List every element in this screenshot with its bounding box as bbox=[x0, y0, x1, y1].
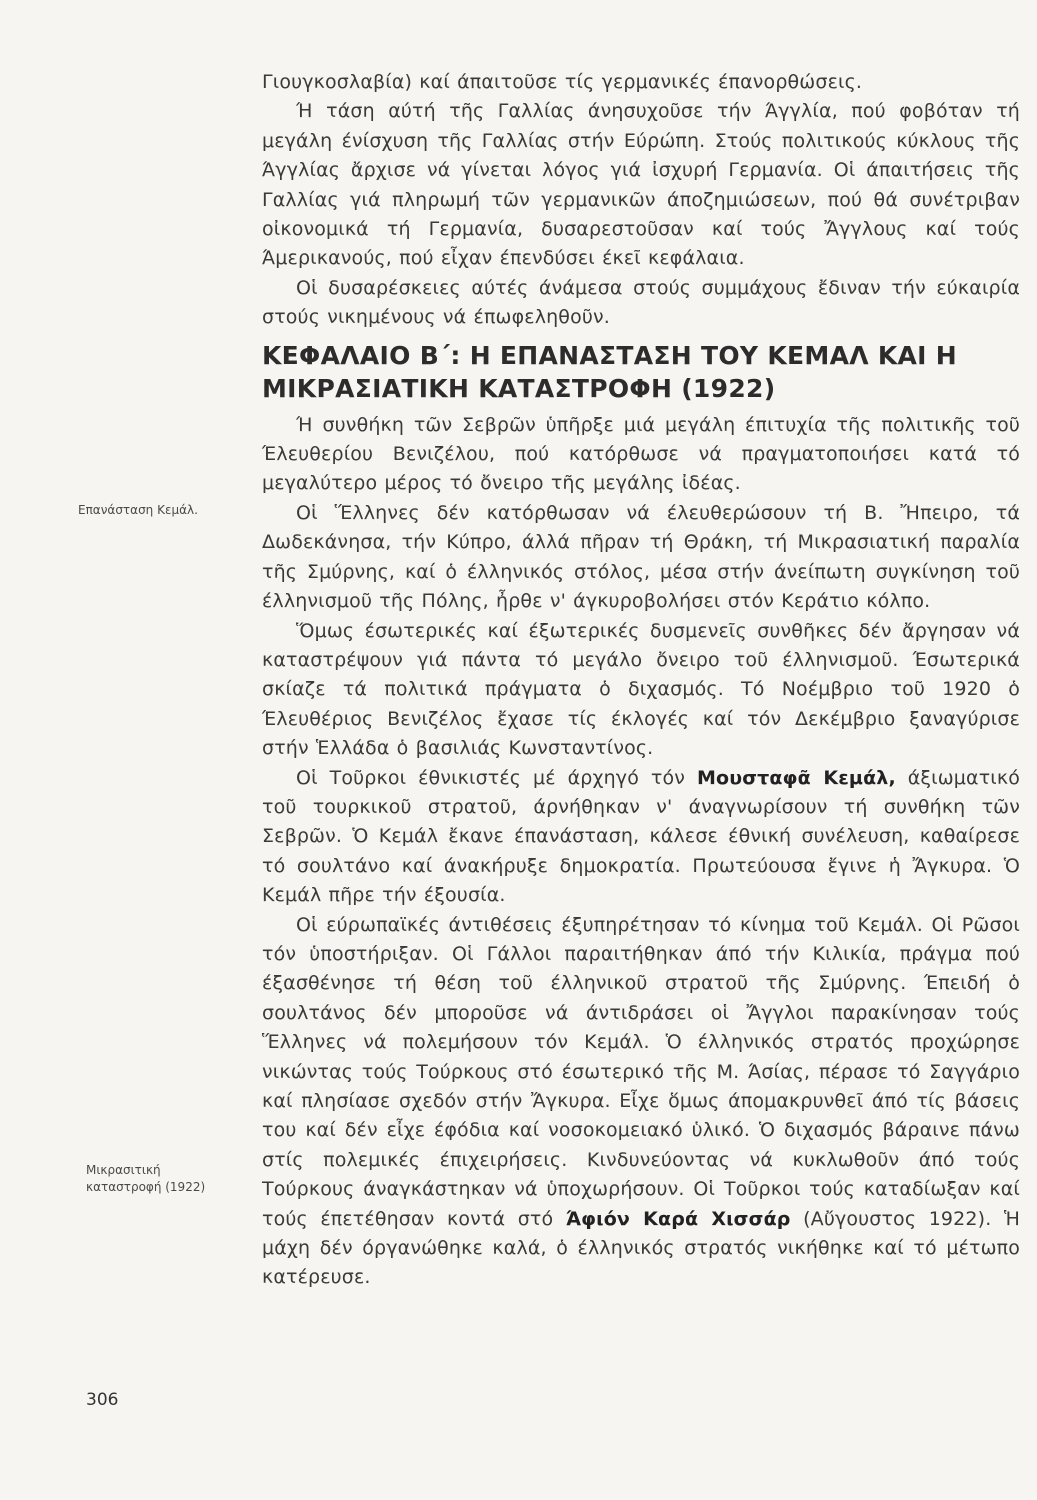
text-run: Οἱ εύρωπαϊκές άντιθέσεις έξυπηρέτησαν τό κίνημα τοῦ Κεμάλ. Οἱ Ρῶσοι τόν ὑποστήριξαν. Οἱ Γάλλοι παραιτήθηκαν άπό τήν Κιλικία, πράγμα πού έξασθένησε τή θέση τοῦ έλληνικοῦ στρατοῦ τῆς Σμύρνης. Έπειδή ὁ σουλτάνος δέν μποροῦσε νά άντιδράσει οἱ Ἄγγλοι παρακίνησαν τούς Ἕλληνες νά πολεμήσουν τόν Κεμάλ. Ὁ έλληνικός στρατός προχώρησε νικώντας τούς Τούρκους στό έσωτερικό τῆς Μ. Άσίας, πέρασε τό Σαγγάριο καί πλησίασε σχεδόν στήν Ἄγκυρα. Εἶχε ὅμως άπομακρυνθεῖ άπό τίς βάσεις του καί δέν εἶχε έφόδια καί νοσοκομειακό ὑλικό. Ὁ διχασμός βάραινε πάνω στίς πολεμικές έπιχειρήσεις. Κινδυνεύοντας νά κυκλωθοῦν άπό τούς Τούρκους άναγκάστηκαν νά ὑποχωρήσουν. Οἱ Τοῦρκοι τούς καταδίωξαν καί τούς έπετέθησαν κοντά στό bbox=[262, 913, 1020, 1230]
intro-paragraph: Ή τάση αύτή τῆς Γαλλίας άνησυχοῦσε τήν Άγγλία, πού φοβόταν τή μεγάλη ένίσχυση τῆς Γαλλίας στήν Εύρώπη. Στούς πολιτικούς κύκλους τῆς Άγγλίας ἄρχισε νά γίνεται λόγος γιά ἰσχυρή Γερμανία. Οἱ άπαιτήσεις τῆς Γαλλίας γιά πληρωμή τῶν γερμανικῶν άποζημιώσεων, πού θά συνέτριβαν οἰκονομικά τή Γερμανία, δυσαρεστοῦσαν καί τούς Ἄγγλους καί τούς Άμερικανούς, πού εἶχαν έπενδύσει έκεῖ κεφάλαια. bbox=[262, 100, 1020, 270]
margin-note-text: Επανάσταση Κεμάλ. bbox=[78, 503, 198, 517]
chapter-heading: ΚΕΦΑΛΑΙΟ Β΄: Η ΕΠΑΝΑΣΤΑΣΗ ΤΟΥ ΚΕΜΑΛ ΚΑΙ Η ΜΙΚΡΑΣΙΑΤΙΚΗ ΚΑΤΑΣΤΡΟΦΗ (1922) bbox=[262, 340, 958, 403]
margin-note-kemal-revolution bbox=[78, 502, 198, 519]
text-run: άξιωματικό τοῦ τουρκικοῦ στρατοῦ, άρνήθηκαν ν' άναγνωρίσουν τή συνθήκη τῶν Σεβρῶν. Ὁ Κεμάλ ἔκανε έπανάσταση, κάλεσε έθνική συνέλευση, καθαίρεσε τό σουλτάνο καί άνακήρυξε δημοκρατία. Πρωτεύουσα ἔγινε ἡ Ἄγκυρα. Ὁ Κεμάλ πῆρε τήν έξουσία. bbox=[262, 766, 1021, 907]
intro-paragraph: Οἱ δυσαρέσκειες αύτές άνάμεσα στούς συμμάχους ἔδιναν τήν εύκαιρία στούς νικημένους νά έπωφεληθοῦν. bbox=[262, 276, 1020, 329]
kemal-paragraph bbox=[262, 764, 1020, 911]
chapter-paragraph: Ή συνθήκη τῶν Σεβρῶν ὑπῆρξε μιά μεγάλη έπιτυχία τῆς πολιτικῆς τοῦ Έλευθερίου Βενιζέλου, πού κατόρθωσε νά πραγματοποιήσει κατά τό μεγαλύτερο μέρος τό ὄνειρο τῆς μεγάλης ἰδέας. bbox=[262, 413, 1020, 495]
margin-note-asia-minor-catastrophe bbox=[86, 1162, 205, 1196]
page-number: 306 bbox=[86, 1390, 119, 1410]
final-paragraph bbox=[262, 911, 1020, 1293]
margin-note-line: καταστροφή (1922) bbox=[86, 1180, 206, 1194]
text-run: Οἱ Τοῦρκοι έθνικιστές μέ άρχηγό τόν bbox=[296, 766, 697, 789]
chapter-paragraph: Ὅμως έσωτερικές καί έξωτερικές δυσμενεῖς συνθῆκες δέν ἄργησαν νά καταστρέψουν γιά πάντα τό μεγάλο ὄνειρο τοῦ έλληνισμοῦ. Έσωτερικά σκίαζε τά πολιτικά πράγματα ὁ διχασμός. Τό Νοέμβριο τοῦ 1920 ὁ Έλευθέριος Βενιζέλος ἔχασε τίς έκλογές καί τόν Δεκέμβριο ξαναγύρισε στήν Ἑλλάδα ὁ βασιλιάς Κωνσταντίνος. bbox=[262, 619, 1020, 760]
margin-note-line: Μικρασιτική bbox=[86, 1163, 161, 1177]
text-run: (Αὔγουστος 1922). Ἡ μάχη δέν όργανώθηκε καλά, ὁ έλληνικός στρατός νικήθηκε καί τό μέτωπο κατέρευσε. bbox=[262, 1207, 1020, 1289]
chapter-paragraph: Οἱ Ἕλληνες δέν κατόρθωσαν νά έλευθερώσουν τή Β. Ἤπειρο, τά Δωδεκάνησα, τήν Κύπρο, άλλά πῆραν τή Θράκη, τή Μικρασιατική παραλία τῆς Σμύρνης, καί ὁ έλληνικός στόλος, μέσα στήν άνείπωτη συγκίνηση τοῦ έλληνισμοῦ τῆς Πόλης, ἦρθε ν' άγκυροβολήσει στόν Κεράτιο κόλπο. bbox=[262, 501, 1020, 613]
main-text-column bbox=[262, 68, 1020, 1293]
bold-place-afyon: Άφιόν Καρά Χισσάρ bbox=[565, 1207, 791, 1230]
bold-name-kemal: Μουσταφᾶ Κεμάλ, bbox=[696, 766, 896, 789]
intro-paragraph: Γιουγκοσλαβία) καί άπαιτοῦσε τίς γερμανικές έπανορθώσεις. bbox=[262, 71, 863, 93]
